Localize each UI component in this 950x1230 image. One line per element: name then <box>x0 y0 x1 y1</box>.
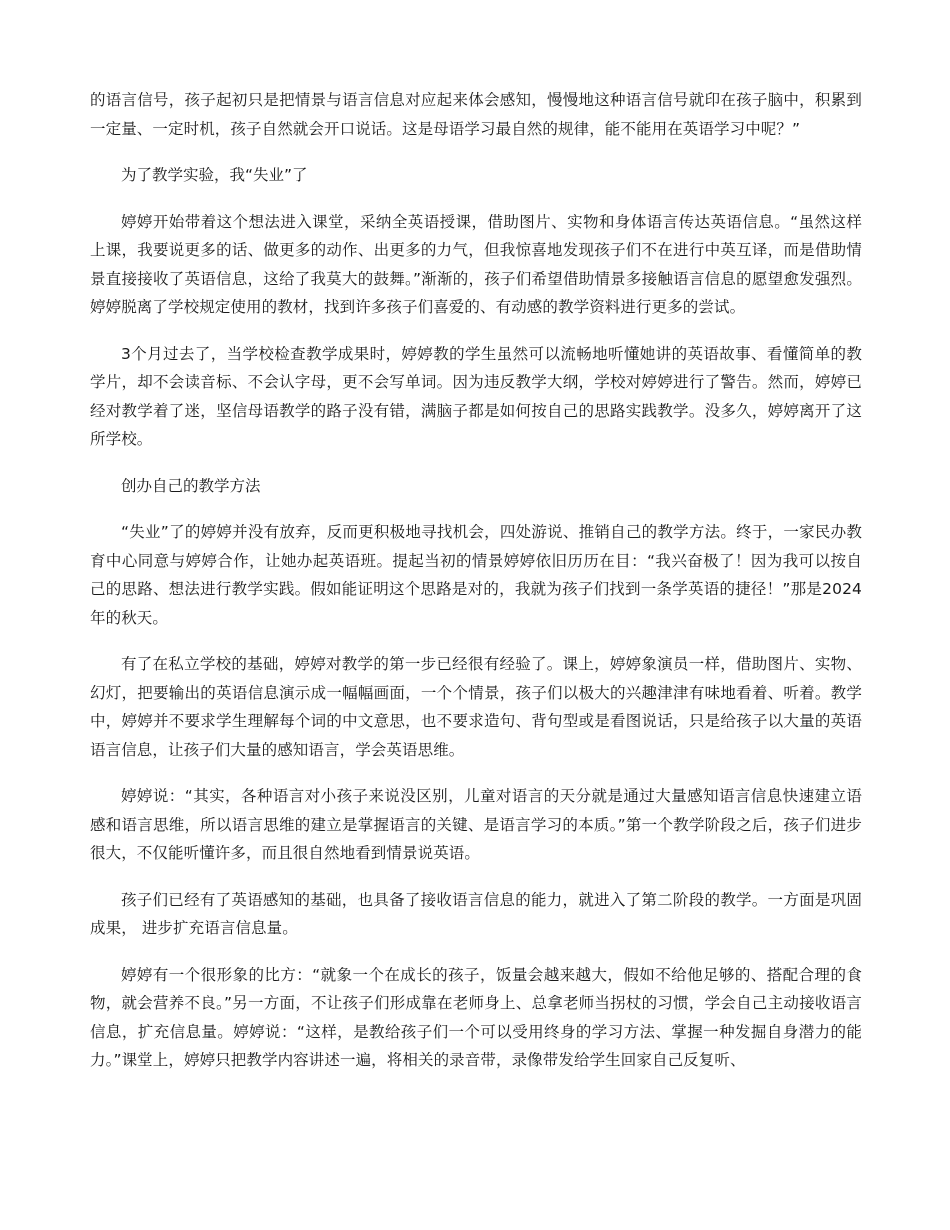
paragraph: 有了在私立学校的基础，婷婷对教学的第一步已经很有经验了。课上，婷婷象演员一样，借助图片、实物、幻灯，把要输出的英语信息演示成一幅幅画面，一个个情景，孩子们以极大的兴趣津津有味地看着、听着。教学中，婷婷并不要求学生理解每个词的中文意思，也不要求造句、背句型或是看图说话，只是给孩子以大量的英语语言信息，让孩子们大量的感知语言，学会英语思维。 <box>90 655 862 759</box>
paragraph: 婷婷有一个很形象的比方：“就象一个在成长的孩子，饭量会越来越大，假如不给他足够的、搭配合理的食物，就会营养不良。”另一方面，不让孩子们形成靠在老师身上、总拿老师当拐杖的习惯，学会自己主动接收语言信息，扩充信息量。婷婷说：“这样，是教给孩子们一个可以受用终身的学习方法、掌握一种发掘自身潜力的能力。”课堂上，婷婷只把教学内容讲述一遍，将相关的录音带，录像带发给学生回家自己反复听、 <box>90 965 862 1069</box>
section-heading-own-method: 创办自己的教学方法 <box>121 476 261 495</box>
paragraph-continued: 的语言信号，孩子起初只是把情景与语言信息对应起来体会感知，慢慢地这种语言信号就印在孩子脑中，积累到一定量、一定时机，孩子自然就会开口说话。这是母语学习最自然的规律，能不能用在英语学习中呢？” <box>90 91 862 138</box>
paragraph: 婷婷开始带着这个想法进入课堂，采纳全英语授课，借助图片、实物和身体语言传达英语信息。“虽然这样上课，我要说更多的话、做更多的动作、出更多的力气，但我惊喜地发现孩子们不在进行中英互译，而是借助情景直接接收了英语信息，这给了我莫大的鼓舞。”渐渐的，孩子们希望借助情景多接触语言信息的愿望愈发强烈。婷婷脱离了学校规定使用的教材，找到许多孩子们喜爱的、有动感的教学资料进行更多的尝试。 <box>90 212 862 316</box>
paragraph: “失业”了的婷婷并没有放弃，反而更积极地寻找机会，四处游说、推销自己的教学方法。终于，一家民办教育中心同意与婷婷合作，让她办起英语班。提起当初的情景婷婷依旧历历在目：“我兴奋极了！因为我可以按自己的思路、想法进行教学实践。假如能证明这个思路是对的，我就为孩子们找到一条学英语的捷径！”那是2024年的秋天。 <box>90 523 862 627</box>
paragraph: 3个月过去了，当学校检查教学成果时，婷婷教的学生虽然可以流畅地听懂她讲的英语故事、看懂简单的教学片，却不会读音标、不会认字母，更不会写单词。因为违反教学大纲，学校对婷婷进行了警告。然而，婷婷已经对教学着了迷，坚信母语教学的路子没有错，满脑子都是如何按自己的思路实践教学。没多久，婷婷离开了这所学校。 <box>90 344 862 448</box>
document-body <box>90 86 862 1093</box>
section-heading-unemployed: 为了教学实验，我“失业”了 <box>121 166 308 184</box>
paragraph: 孩子们已经有了英语感知的基础，也具备了接收语言信息的能力，就进入了第二阶段的教学。一方面是巩固成果， 进步扩充语言信息量。 <box>90 890 862 937</box>
paragraph: 婷婷说：“其实，各种语言对小孩子来说没区别，儿童对语言的天分就是通过大量感知语言信息快速建立语感和语言思维，所以语言思维的建立是掌握语言的关键、是语言学习的本质。”第一个教学阶段之后，孩子们进步很大，不仅能听懂许多，而且很自然地看到情景说英语。 <box>90 787 862 862</box>
